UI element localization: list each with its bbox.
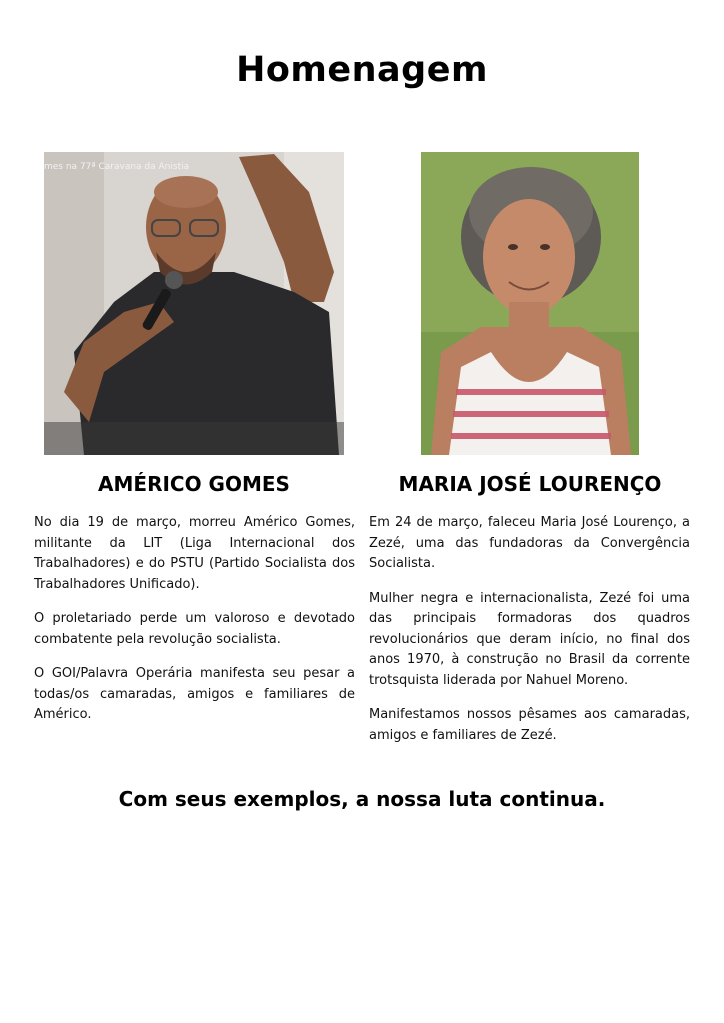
americo-gomes-photo: [44, 152, 344, 455]
maria-jose-lourenco-photo: [421, 152, 639, 455]
paragraph: Em 24 de março, faleceu Maria José Lourenço, a Zezé, uma das fundadoras da Convergência Socialista.: [369, 515, 690, 571]
photo-caption-overlay: mes na 77ª Caravana da Anistia: [44, 162, 190, 172]
page-title: Homenagem: [236, 50, 488, 90]
paragraph: O GOI/Palavra Operária manifesta seu pesar a todas/os camaradas, amigos e familiares de Américo.: [34, 666, 355, 722]
paragraph: Mulher negra e internacionalista, Zezé foi uma das principais formadoras dos quadros revolucionários que deram início, no final dos anos 1970, à construção no Brasil da corrente trotsquista liderada por Nahuel Moreno.: [369, 590, 690, 688]
closing-statement: Com seus exemplos, a nossa luta continua.: [118, 787, 606, 811]
paragraph: Manifestamos nossos pêsames aos camaradas, amigos e familiares de Zezé.: [369, 707, 690, 743]
maria-jose-lourenco-text: [369, 513, 690, 760]
americo-gomes-text: [34, 513, 355, 740]
paragraph: O proletariado perde um valoroso e devotado combatente pela revolução socialista.: [34, 611, 355, 647]
maria-jose-lourenco-name: MARIA JOSÉ LOURENÇO: [398, 472, 662, 496]
paragraph: No dia 19 de março, morreu Américo Gomes, militante da LIT (Liga Internacional dos Trabalhadores) e do PSTU (Partido Socialista dos Trabalhadores Unificado).: [34, 515, 355, 592]
americo-gomes-name: AMÉRICO GOMES: [98, 472, 290, 496]
